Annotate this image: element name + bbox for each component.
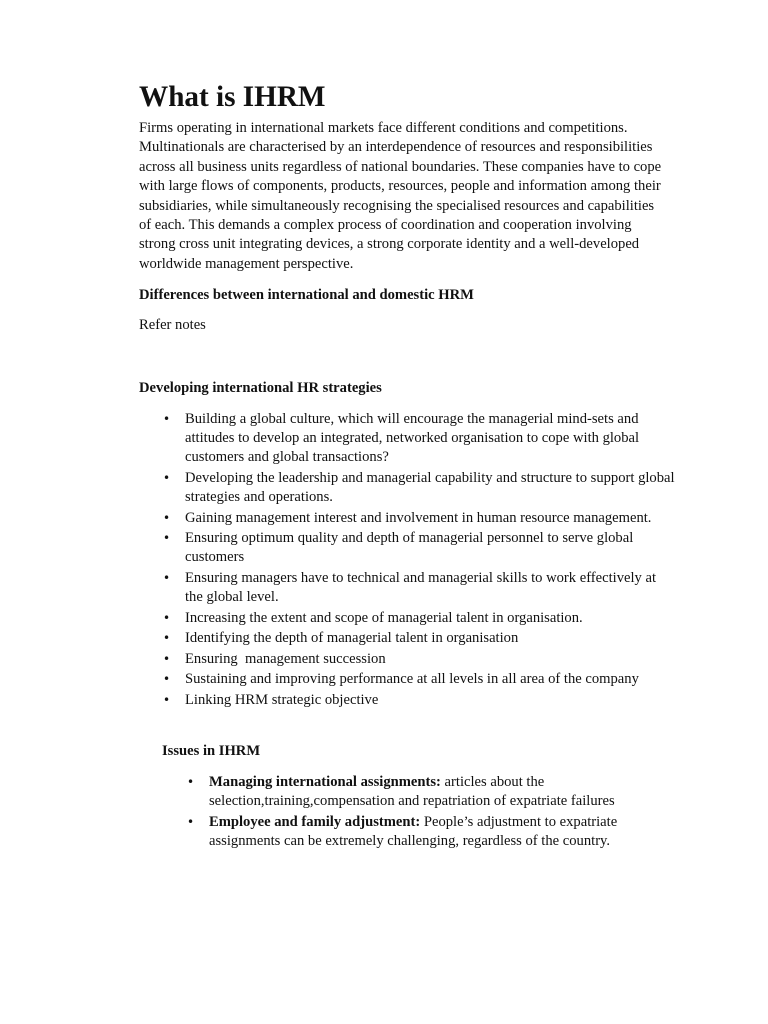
list-item xyxy=(163,410,675,468)
list-item xyxy=(163,650,675,669)
heading-issues-in-ihrm: Issues in IHRM xyxy=(162,743,261,759)
list-item xyxy=(163,529,675,567)
bullet-icon: • xyxy=(187,814,195,829)
bullet-icon: • xyxy=(163,610,171,625)
issue-text: articles about the selection,training,compensation and repatriation of expatriate failures xyxy=(209,774,615,810)
issue-term: Employee and family adjustment: xyxy=(209,813,421,830)
bullet-icon: • xyxy=(163,531,171,546)
list-item xyxy=(163,670,675,689)
bullet-icon: • xyxy=(163,470,171,485)
list-item xyxy=(187,773,649,811)
bullet-icon: • xyxy=(163,570,171,585)
bullet-icon: • xyxy=(163,651,171,666)
bullet-icon: • xyxy=(187,775,195,789)
list-item-text: Linking HRM strategic objective xyxy=(185,691,379,708)
heading-what-is-ihrm: What is IHRM xyxy=(139,81,326,113)
list-item-text: Gaining management interest and involvement in human resource management. xyxy=(185,509,652,526)
list-item xyxy=(187,813,649,851)
bullet-icon: • xyxy=(163,631,171,646)
list-item xyxy=(163,629,675,648)
list-item xyxy=(163,569,675,607)
list-item xyxy=(163,609,675,628)
list-item-text: Ensuring optimum quality and depth of managerial personnel to serve global customers xyxy=(185,530,634,566)
list-item-text: Building a global culture, which will encourage the managerial mind-sets and attitudes to develop an integrated, networked organisation to cope with global customers and global transactions? xyxy=(185,411,640,466)
issues-list xyxy=(187,773,649,852)
heading-differences: Differences between international and domestic HRM xyxy=(139,287,474,303)
list-item-text: Ensuring managers have to technical and managerial skills to work effectively at the global level. xyxy=(185,569,657,606)
list-item-text: Sustaining and improving performance at all levels in all area of the company xyxy=(185,671,639,688)
bullet-icon: • xyxy=(163,692,171,707)
list-item-text: Identifying the depth of managerial talent in organisation xyxy=(185,630,519,647)
list-item-text: Developing the leadership and managerial capability and structure to support global strategies and operations. xyxy=(185,469,675,506)
issue-term: Managing international assignments: xyxy=(209,774,441,790)
list-item xyxy=(163,469,675,507)
paragraph-ihrm-definition: Firms operating in international markets face different conditions and competitions. Multinationals are characterised by an interdependence of resources and responsibilities across all business units regardless of national boundaries. These companies have to cope with large flows of components, products, resources, people and information among their subsidiaries, while simultaneously recognising the specialised resources and capabilities of each. This demands a complex process of coordination and cooperation involving strong cross unit integrating devices, a strong corporate identity and a well-developed worldwide management perspective. xyxy=(139,120,662,272)
strategies-list xyxy=(163,410,675,711)
list-item xyxy=(163,691,675,710)
issue-text: People’s adjustment to expatriate assignments can be extremely challenging, regardless of the country. xyxy=(209,813,618,849)
list-item-text: Increasing the extent and scope of managerial talent in organisation. xyxy=(185,609,583,626)
bullet-icon: • xyxy=(163,510,171,525)
text-refer-notes: Refer notes xyxy=(139,317,206,333)
heading-developing-strategies: Developing international HR strategies xyxy=(139,380,382,396)
list-item xyxy=(163,509,675,528)
bullet-icon: • xyxy=(163,672,171,687)
list-item-text: Ensuring management succession xyxy=(185,650,386,667)
bullet-icon: • xyxy=(163,412,171,426)
